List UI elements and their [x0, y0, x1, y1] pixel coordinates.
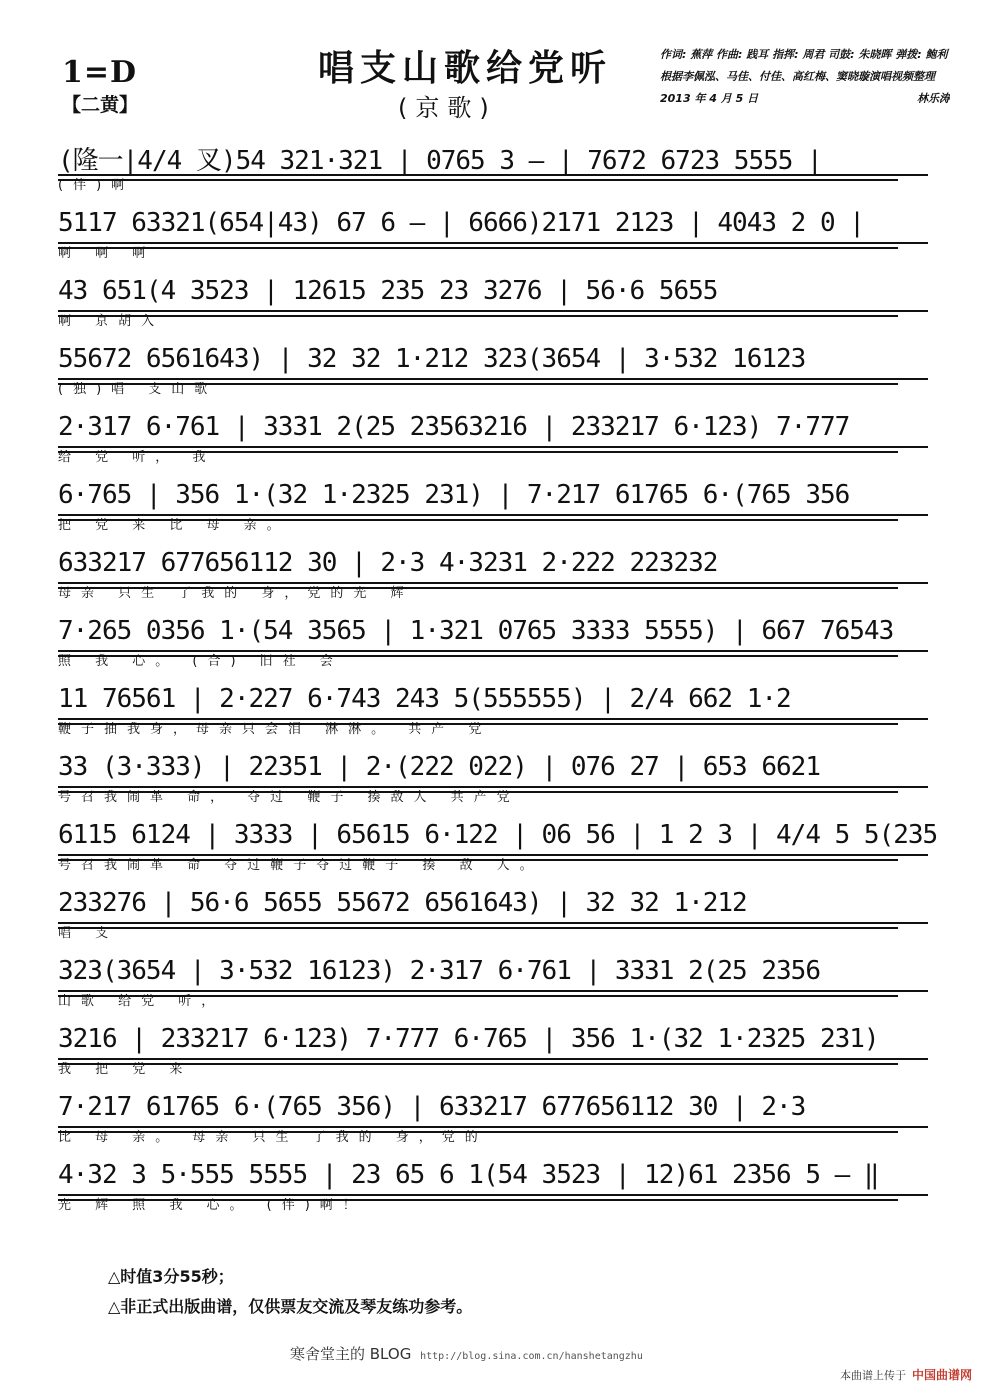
- blog-credit: [290, 1343, 643, 1364]
- upload-label: 本曲谱上传于: [839, 1368, 906, 1382]
- notation-line: 7·265 0356 1·(54 3565 | 1·321 0765 3333 5555) | 667 76543: [58, 616, 894, 646]
- notation-line: 633217 677656112 30 | 2·3 4·3231 2·222 223232: [58, 548, 718, 578]
- blog-name: 寒舍堂主的 BLOG: [290, 1345, 412, 1363]
- lyrics-line: 照 我 心。 (合) 旧社 会: [58, 654, 343, 669]
- footnote-disclaimer: △非正式出版曲谱，仅供票友交流及琴友练功参考。: [108, 1297, 473, 1316]
- lyrics-line: 光 辉 照 我 心。 (伴)啊！: [58, 1198, 366, 1213]
- lyrics-line: 我 把 党 来: [58, 1062, 193, 1077]
- score: [58, 122, 938, 1213]
- lyrics-line: (伴)啊: [58, 178, 135, 193]
- credits-line-1: 作词: 蕉萍 作曲: 践耳 指挥: 周君 司鼓: 朱晓晖 弹拨: 鲍利: [660, 48, 948, 61]
- lyrics-line: 把 党 来 比 母 亲。: [58, 518, 290, 533]
- site-logo[interactable]: 中国曲谱网: [911, 1368, 972, 1382]
- lyrics-line: 母亲 只生 了我的 身，党的光 辉: [58, 586, 414, 601]
- notation-line: 323(3654 | 3·532 16123) 2·317 6·761 | 3331 2(25 2356: [58, 956, 820, 986]
- score-system: [58, 666, 938, 737]
- key-signature: 1=D: [62, 55, 138, 90]
- notation-line: 5117 63321(654|43) 67 6 — | 6666)2171 2123 | 4043 2 0 |: [58, 208, 864, 238]
- score-system: [58, 530, 938, 601]
- score-system: [58, 190, 938, 261]
- notation-line: 3216 | 233217 6·123) 7·777 6·765 | 356 1·(32 1·2325 231): [58, 1024, 879, 1054]
- score-system: [58, 1142, 938, 1213]
- score-system: [58, 122, 938, 193]
- footnote-duration: △时值3分55秒；: [108, 1267, 234, 1286]
- credits-line-2: 根据李佩泓、马佳、付佳、高红梅、窦晓璇演唱视频整理: [660, 70, 935, 83]
- notation-line: 33 (3·333) | 22351 | 2·(222 022) | 076 27 | 653 6621: [58, 752, 820, 782]
- notation-line: 4·32 3 5·555 5555 | 23 65 6 1(54 3523 | 12)61 2356 5 — ‖: [58, 1160, 879, 1190]
- score-system: [58, 326, 938, 397]
- lyrics-line: 山歌 给党 听，: [58, 994, 225, 1009]
- notation-line: 2·317 6·761 | 3331 2(25 23563216 | 233217 6·123) 7·777: [58, 412, 850, 442]
- blog-url[interactable]: http://blog.sina.com.cn/hanshetangzhu: [420, 1351, 643, 1362]
- upload-credit: [840, 1366, 972, 1383]
- lyrics-line: 比 母 亲。 母亲 只生 了我的 身，党的: [58, 1130, 488, 1145]
- score-system: [58, 802, 938, 873]
- notation-line: (隆一|4/4 叉)54 321·321 | 0765 3 — | 7672 6723 5555 |: [58, 146, 822, 176]
- lyrics-line: 唱 支: [58, 926, 119, 941]
- notation-line: 43 651(4 3523 | 12615 235 23 3276 | 56·6 5655: [58, 276, 718, 306]
- lyrics-line: 啊 京胡入: [58, 314, 165, 329]
- score-system: [58, 258, 938, 329]
- lyrics-line: 号召我闹革 命 夺过鞭子夺过鞭子 揍 敌 人。: [58, 858, 543, 873]
- score-system: [58, 870, 938, 941]
- lyrics-line: 啊 啊 啊: [58, 246, 156, 261]
- score-system: [58, 734, 938, 805]
- footnotes: [108, 1262, 472, 1322]
- arranger: 林乐涛: [917, 92, 950, 105]
- score-system: [58, 1006, 938, 1077]
- score-system: [58, 462, 938, 533]
- lyrics-line: (独)唱 支山歌: [58, 382, 218, 397]
- song-subtitle: (京歌): [398, 94, 497, 122]
- notation-line: 233276 | 56·6 5655 55672 6561643) | 32 32 1·212: [58, 888, 747, 918]
- score-system: [58, 1074, 938, 1145]
- lyrics-line: 号召我闹革 命， 夺过 鞭子 揍敌人 共产党: [58, 790, 520, 805]
- lyrics-line: 鞭子抽我身，母亲只会泪 淋淋。 共产 党: [58, 722, 492, 737]
- notation-line: 6115 6124 | 3333 | 65615 6·122 | 06 56 | 1 2 3 | 4/4 5 5(235: [58, 820, 938, 850]
- notation-line: 6·765 | 356 1·(32 1·2325 231) | 7·217 61765 6·(765 356: [58, 480, 850, 510]
- score-system: [58, 938, 938, 1009]
- score-system: [58, 598, 938, 669]
- date: 2013 年 4 月 5 日: [660, 92, 759, 105]
- notation-line: 11 76561 | 2·227 6·743 243 5(555555) | 2/4 662 1·2: [58, 684, 791, 714]
- credits-block: [660, 44, 950, 110]
- lyrics-line: 给 党 听， 我: [58, 450, 216, 465]
- mode-label: 【二黄】: [62, 94, 139, 116]
- notation-line: 55672 6561643) | 32 32 1·212 323(3654 | 3·532 16123: [58, 344, 806, 374]
- score-system: [58, 394, 938, 465]
- notation-line: 7·217 61765 6·(765 356) | 633217 677656112 30 | 2·3: [58, 1092, 806, 1122]
- song-title: 唱支山歌给党听: [318, 48, 613, 89]
